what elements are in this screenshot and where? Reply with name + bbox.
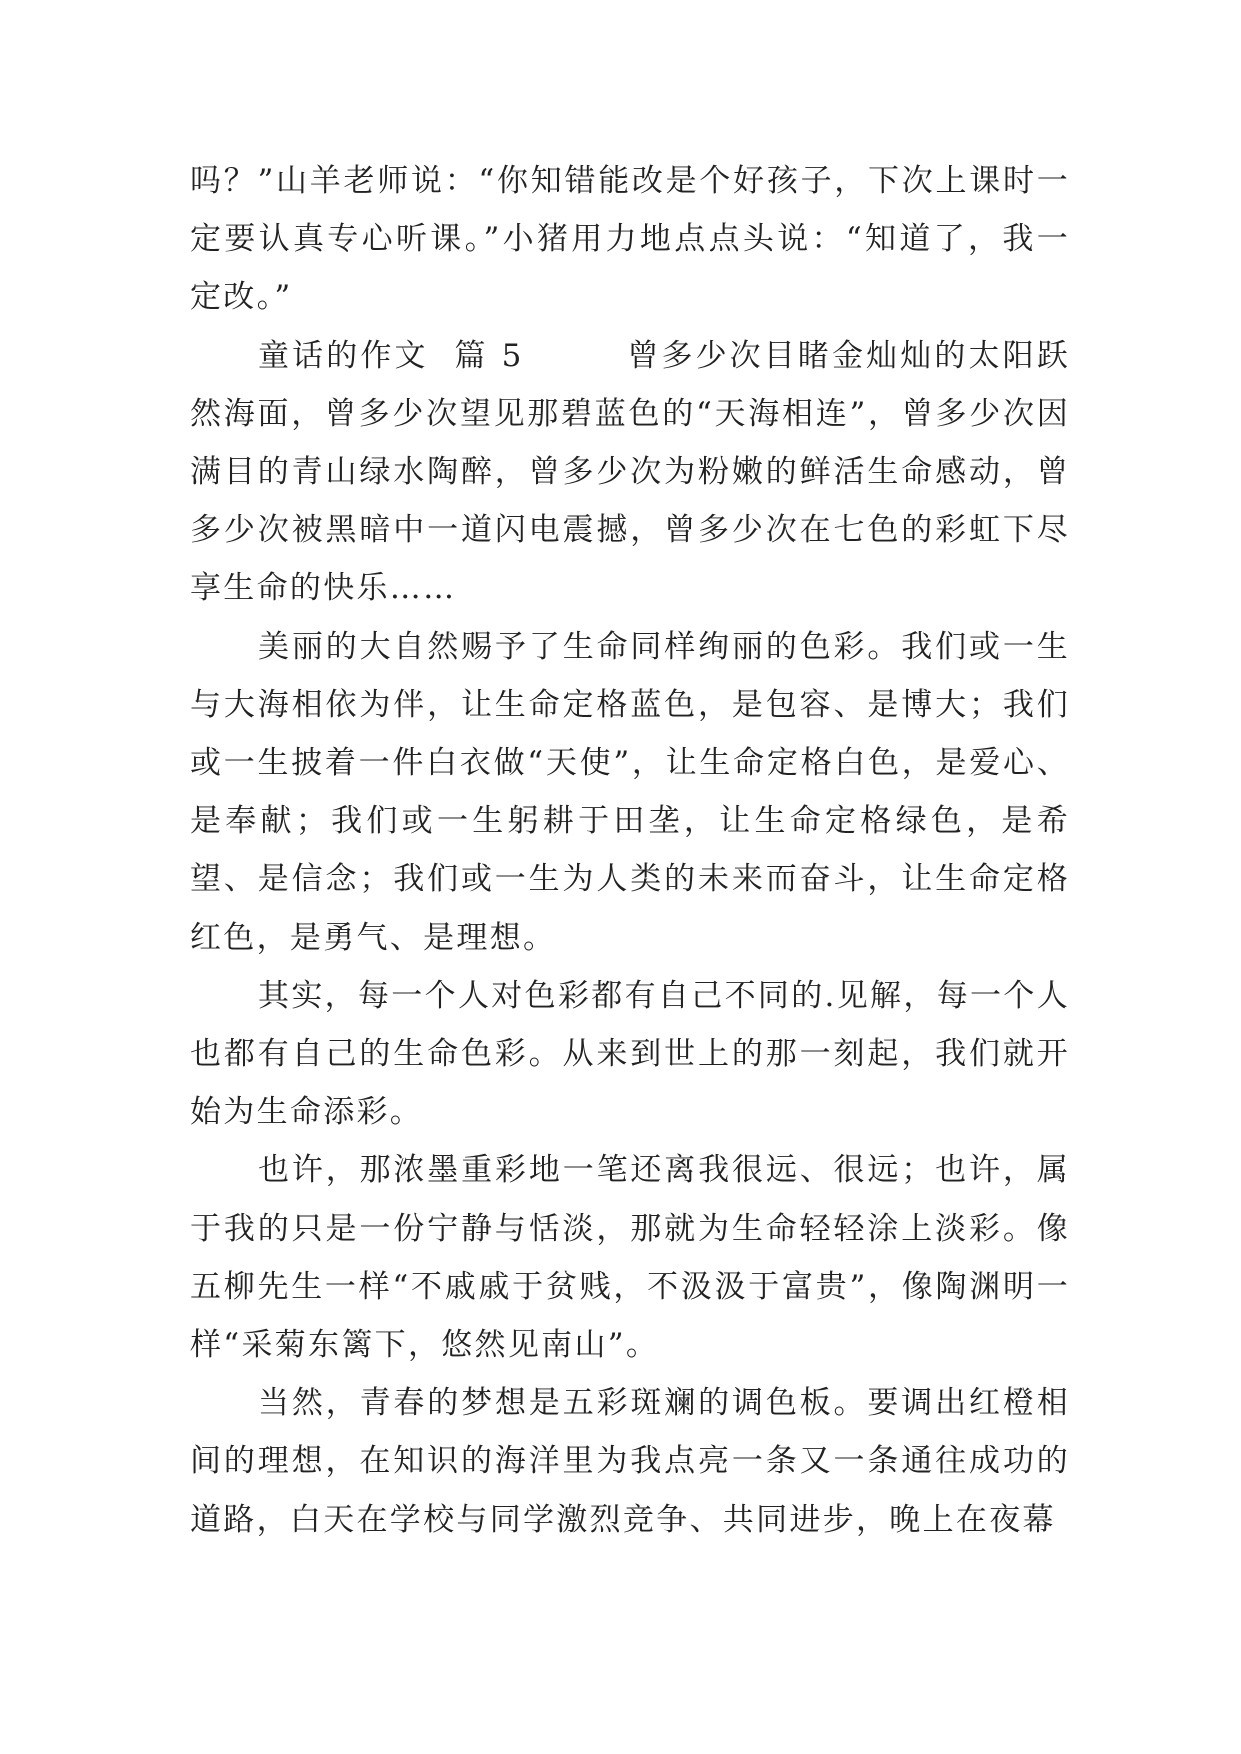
document-body xyxy=(190,152,1070,1549)
paragraph-6: 当然，青春的梦想是五彩斑斓的调色板。要调出红橙相间的理想，在知识的海洋里为我点亮一条又一条通往成功的道路，白天在学校与同学激烈竞争、共同进步，晚上在夜幕 xyxy=(190,1385,1070,1538)
paragraph-1: 吗？”山羊老师说：“你知错能改是个好孩子，下次上课时一定要认真专心听课。”小猪用力地点点头说：“知道了，我一定改。” xyxy=(190,163,1070,316)
paragraph-2: 童话的作文 篇 5 曾多少次目睹金灿灿的太阳跃然海面，曾多少次望见那碧蓝色的“天海相连”，曾多少次因满目的青山绿水陶醉，曾多少次为粉嫩的鲜活生命感动，曾多少次被黑暗中一道闪电震撼，曾多少次在七色的彩虹下尽享生命的快乐…… xyxy=(190,337,1070,607)
paragraph-3: 美丽的大自然赐予了生命同样绚丽的色彩。我们或一生与大海相依为伴，让生命定格蓝色，是包容、是博大；我们或一生披着一件白衣做“天使”，让生命定格白色，是爱心、是奉献；我们或一生躬耕于田垄，让生命定格绿色，是希望、是信念；我们或一生为人类的未来而奋斗，让生命定格红色，是勇气、是理想。 xyxy=(190,628,1070,956)
paragraph-4: 其实，每一个人对色彩都有自己不同的.见解，每一个人也都有自己的生命色彩。从来到世上的那一刻起，我们就开始为生命添彩。 xyxy=(190,977,1070,1131)
paragraph-5: 也许，那浓墨重彩地一笔还离我很远、很远；也许，属于我的只是一份宁静与恬淡，那就为生命轻轻涂上淡彩。像五柳先生一样“不戚戚于贫贱，不汲汲于富贵”，像陶渊明一样“采菊东篱下，悠然见南山”。 xyxy=(190,1152,1070,1364)
